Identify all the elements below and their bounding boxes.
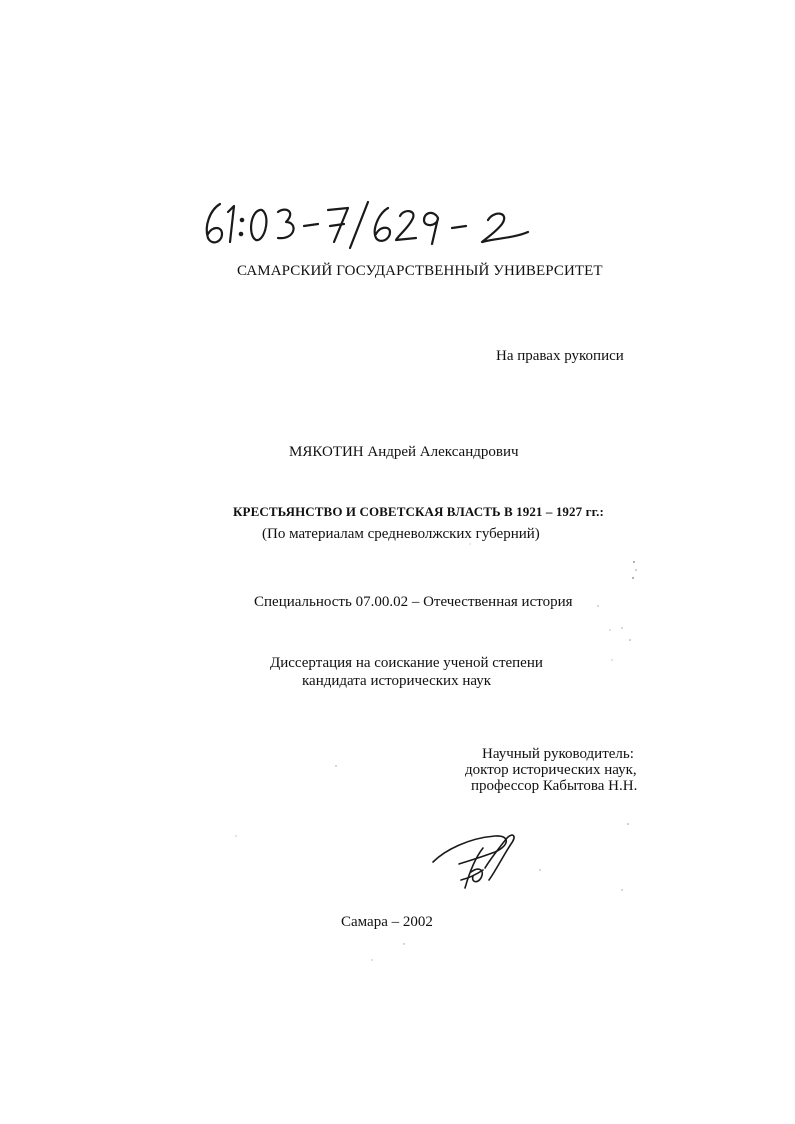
rights-note: На правах рукописи (496, 348, 624, 364)
specialty-line: Специальность 07.00.02 – Отечественная история (254, 594, 573, 610)
handwritten-shelf-mark (198, 196, 538, 256)
supervisor-label: Научный руководитель: (482, 746, 634, 762)
thesis-subtitle: (По материалам средневолжских губерний) (262, 526, 540, 542)
signature-drawing (425, 828, 535, 898)
supervisor-degree: доктор исторических наук, (465, 762, 637, 778)
supervisor-name: профессор Кабытова Н.Н. (471, 778, 638, 794)
author-name: МЯКОТИН Андрей Александрович (289, 444, 519, 460)
degree-line-1: Диссертация на соискание ученой степени (270, 655, 543, 671)
institution-name: САМАРСКИЙ ГОСУДАРСТВЕННЫЙ УНИВЕРСИТЕТ (237, 263, 603, 279)
shelf-mark-drawing (198, 196, 538, 256)
thesis-title: КРЕСТЬЯНСТВО И СОВЕТСКАЯ ВЛАСТЬ В 1921 – 1927 гг.: (233, 504, 604, 519)
degree-line-2: кандидата исторических наук (302, 673, 492, 689)
signature (425, 828, 535, 898)
city-and-year: Самара – 2002 (341, 914, 433, 930)
